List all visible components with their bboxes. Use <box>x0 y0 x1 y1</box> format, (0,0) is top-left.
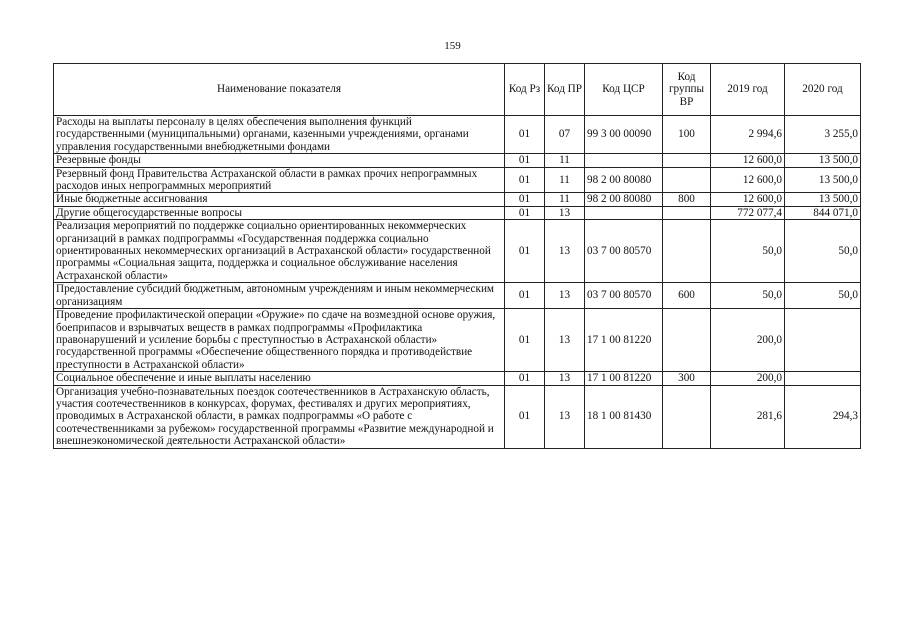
row-pr: 13 <box>545 220 585 283</box>
table-row <box>54 385 861 448</box>
row-csr: 98 2 00 80080 <box>585 193 663 206</box>
header-name: Наименование показателя <box>54 64 505 116</box>
row-rz: 01 <box>505 116 545 154</box>
table-row <box>54 193 861 206</box>
row-csr: 98 2 00 80080 <box>585 167 663 193</box>
row-csr: 03 7 00 80570 <box>585 220 663 283</box>
row-pr: 13 <box>545 372 585 385</box>
row-vr: 800 <box>663 193 711 206</box>
row-vr: 600 <box>663 283 711 309</box>
table-header-row <box>54 64 861 116</box>
row-name: Реализация мероприятий по поддержке социально ориентированных некоммерческих организаций в рамках подпрограммы «Государственная поддержка социально ориентированных некоммерческих организаций в Астраханской области» государственной программы «Социальная защита, поддержка и социальное обслуживание населения Астраханской области» <box>54 220 505 283</box>
row-name: Иные бюджетные ассигнования <box>54 193 505 206</box>
row-2020: 50,0 <box>785 283 861 309</box>
row-vr <box>663 309 711 372</box>
row-name: Социальное обеспечение и иные выплаты населению <box>54 372 505 385</box>
row-pr: 13 <box>545 385 585 448</box>
row-csr: 17 1 00 81220 <box>585 372 663 385</box>
table-row <box>54 372 861 385</box>
row-vr <box>663 385 711 448</box>
row-csr: 03 7 00 80570 <box>585 283 663 309</box>
row-rz: 01 <box>505 167 545 193</box>
row-name: Резервные фонды <box>54 154 505 167</box>
table-row <box>54 206 861 219</box>
row-2019: 12 600,0 <box>711 154 785 167</box>
table-row <box>54 309 861 372</box>
row-2020: 294,3 <box>785 385 861 448</box>
row-rz: 01 <box>505 385 545 448</box>
row-2020 <box>785 309 861 372</box>
row-2020: 13 500,0 <box>785 154 861 167</box>
header-vr: Код группы ВР <box>663 64 711 116</box>
row-rz: 01 <box>505 193 545 206</box>
row-vr <box>663 154 711 167</box>
row-2020: 13 500,0 <box>785 167 861 193</box>
row-csr: 17 1 00 81220 <box>585 309 663 372</box>
row-name: Организация учебно-познавательных поездок соотечественников в Астраханскую область, участия соотечественников в конкурсах, форумах, фестивалях и других мероприятиях, проводимых в Астраханской области, в рамках подпрограммы «О работе с соотечественниками за рубежом» государственной программы «Развитие международной и внешнеэкономической деятельности Астраханской области» <box>54 385 505 448</box>
table-row <box>54 220 861 283</box>
row-2019: 281,6 <box>711 385 785 448</box>
row-2019: 2 994,6 <box>711 116 785 154</box>
row-pr: 07 <box>545 116 585 154</box>
row-csr <box>585 154 663 167</box>
row-csr <box>585 206 663 219</box>
row-2020 <box>785 372 861 385</box>
row-name: Расходы на выплаты персоналу в целях обеспечения выполнения функций государственными (муниципальными) органами, казенными учреждениями, органами управления государственными внебюджетными фондами <box>54 116 505 154</box>
row-2020: 3 255,0 <box>785 116 861 154</box>
row-2019: 200,0 <box>711 309 785 372</box>
row-rz: 01 <box>505 309 545 372</box>
row-name: Проведение профилактической операции «Оружие» по сдаче на возмездной основе оружия, боеприпасов и взрывчатых веществ в рамках подпрограммы «Профилактика правонарушений и усиление борьбы с преступностью в Астраханской области» государственной программы «Обеспечение общественного порядка и противодействие преступности в Астраханской области» <box>54 309 505 372</box>
row-2019: 200,0 <box>711 372 785 385</box>
header-rz: Код Рз <box>505 64 545 116</box>
row-vr <box>663 206 711 219</box>
table-row <box>54 154 861 167</box>
row-rz: 01 <box>505 283 545 309</box>
row-pr: 13 <box>545 206 585 219</box>
budget-table <box>53 63 861 449</box>
row-rz: 01 <box>505 220 545 283</box>
row-pr: 13 <box>545 309 585 372</box>
row-vr <box>663 220 711 283</box>
row-2019: 772 077,4 <box>711 206 785 219</box>
row-2019: 50,0 <box>711 283 785 309</box>
row-rz: 01 <box>505 206 545 219</box>
row-2019: 50,0 <box>711 220 785 283</box>
row-vr: 100 <box>663 116 711 154</box>
row-pr: 11 <box>545 193 585 206</box>
header-2020: 2020 год <box>785 64 861 116</box>
row-rz: 01 <box>505 372 545 385</box>
row-2019: 12 600,0 <box>711 193 785 206</box>
row-vr: 300 <box>663 372 711 385</box>
row-name: Резервный фонд Правительства Астраханской области в рамках прочих непрограммных расходов иных непрограммных мероприятий <box>54 167 505 193</box>
page-number: 159 <box>444 40 461 52</box>
row-rz: 01 <box>505 154 545 167</box>
row-pr: 11 <box>545 154 585 167</box>
header-csr: Код ЦСР <box>585 64 663 116</box>
row-csr: 18 1 00 81430 <box>585 385 663 448</box>
row-csr: 99 3 00 00090 <box>585 116 663 154</box>
table-row <box>54 167 861 193</box>
header-pr: Код ПР <box>545 64 585 116</box>
row-pr: 13 <box>545 283 585 309</box>
row-2020: 844 071,0 <box>785 206 861 219</box>
table-row <box>54 116 861 154</box>
row-vr <box>663 167 711 193</box>
row-pr: 11 <box>545 167 585 193</box>
row-name: Предоставление субсидий бюджетным, автономным учреждениям и иным некоммерческим организациям <box>54 283 505 309</box>
row-name: Другие общегосударственные вопросы <box>54 206 505 219</box>
row-2019: 12 600,0 <box>711 167 785 193</box>
row-2020: 13 500,0 <box>785 193 861 206</box>
row-2020: 50,0 <box>785 220 861 283</box>
table-row <box>54 283 861 309</box>
header-2019: 2019 год <box>711 64 785 116</box>
